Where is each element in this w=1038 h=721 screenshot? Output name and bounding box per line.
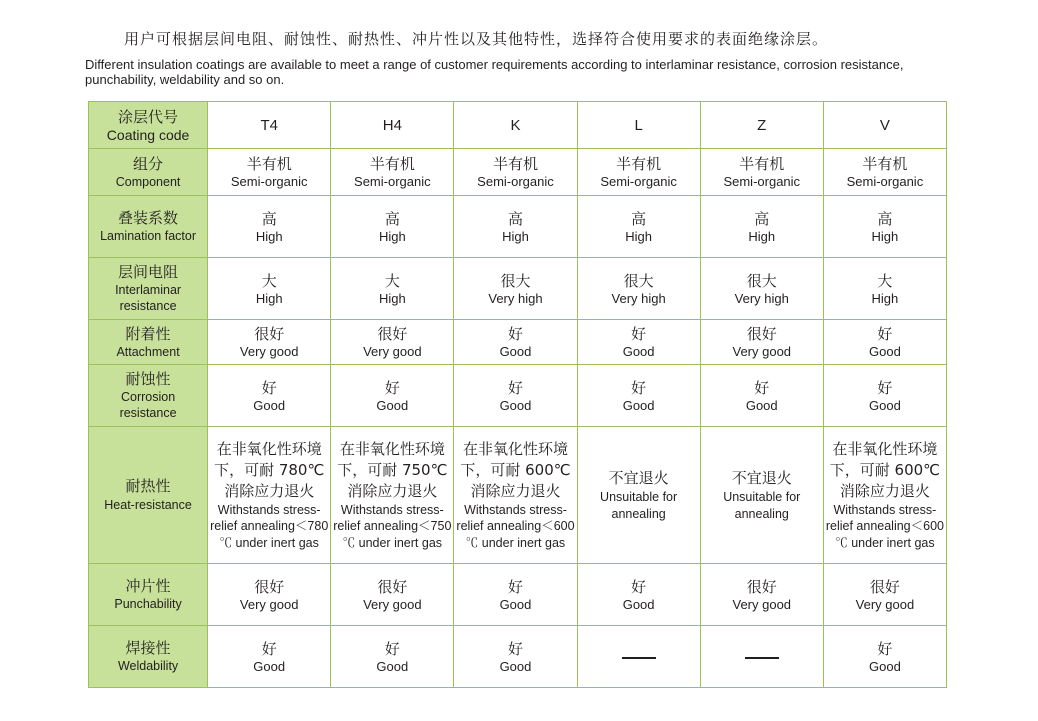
value-en: Unsuitable for annealing (600, 490, 678, 521)
value-zh: 很好 (869, 577, 900, 596)
value-cell (454, 258, 577, 320)
value-en: Good (499, 344, 532, 359)
coating-code: T4 (260, 116, 278, 134)
property-label-zh: 层间电阻 (118, 263, 179, 281)
value-zh: 大 (877, 271, 893, 290)
value-cell (700, 258, 823, 320)
value-zh: 好 (261, 639, 277, 658)
value-cell (577, 149, 700, 196)
value-en: Good (622, 344, 655, 359)
value-zh: 大 (384, 271, 400, 290)
value-cell (823, 196, 946, 258)
value-cell (577, 626, 700, 688)
property-label-zh: 叠装系数 (118, 209, 179, 227)
value-en: High (871, 228, 899, 244)
value-cell (454, 149, 577, 196)
value-en: Very good (239, 596, 299, 612)
value-en: Good (499, 658, 532, 674)
value-cell (823, 149, 946, 196)
intro-chinese: 用户可根据层间电阻、耐蚀性、耐热性、冲片性以及其他特性，选择符合使用要求的表面绝缘涂层。 (124, 30, 829, 48)
coating-code-cell (577, 102, 700, 149)
value-zh: 高 (261, 209, 277, 228)
value-zh: 高 (384, 209, 400, 228)
value-en: Semi-organic (230, 174, 308, 189)
value-zh: 很好 (254, 577, 285, 596)
value-zh: 半有机 (739, 155, 785, 173)
value-en: Good (622, 596, 655, 612)
value-en: Good (869, 397, 901, 413)
value-cell (823, 258, 946, 320)
value-en: Good (499, 596, 532, 612)
value-zh: 很好 (254, 325, 285, 343)
property-label-cell (89, 258, 208, 320)
value-cell (331, 258, 454, 320)
coating-code-cell (454, 102, 577, 149)
property-label-cell (89, 365, 208, 427)
value-zh: 半有机 (246, 155, 292, 173)
value-en: Good (376, 397, 409, 413)
value-zh: 在非氧化性环境下，可耐 600℃消除应力退火 (460, 439, 571, 500)
property-label-en: Punchability (114, 597, 182, 611)
value-zh: 不宜退火 (608, 469, 669, 487)
value-en: Good (253, 397, 286, 413)
value-zh: 很大 (623, 271, 654, 290)
value-en: Semi-organic (600, 174, 677, 189)
value-cell (208, 365, 331, 427)
value-cell (577, 427, 700, 564)
value-en: Very good (732, 596, 792, 612)
value-zh: 好 (384, 378, 400, 397)
value-en: Withstands stress-relief annealing＜600 ℃ under inert gas (456, 502, 575, 550)
property-label-cell (89, 196, 208, 258)
value-zh: 在非氧化性环境下，可耐 750℃消除应力退火 (337, 439, 448, 500)
property-label-en: Component (115, 174, 181, 189)
value-en: Good (376, 658, 409, 674)
property-label-en: Corrosion resistance (119, 390, 177, 420)
value-cell (331, 564, 454, 626)
value-zh: 好 (507, 577, 523, 596)
value-zh: 高 (877, 209, 893, 228)
not-applicable-dash (745, 657, 779, 659)
property-label-cell (89, 427, 208, 564)
header-label-zh: 涂层代号 (118, 107, 179, 126)
property-label-zh: 组分 (133, 154, 164, 173)
value-en: Very good (732, 344, 792, 359)
value-zh: 好 (507, 378, 523, 397)
value-zh: 好 (754, 378, 770, 397)
value-en: Semi-organic (846, 174, 924, 189)
value-cell (208, 149, 331, 196)
value-zh: 好 (261, 378, 277, 397)
value-zh: 在非氧化性环境下，可耐 600℃消除应力退火 (829, 439, 941, 500)
value-cell (208, 626, 331, 688)
value-en: Good (869, 658, 901, 674)
value-en: Very high (611, 290, 666, 306)
value-cell (454, 365, 577, 427)
value-en: High (748, 228, 776, 244)
coating-code-cell (208, 102, 331, 149)
value-zh: 半有机 (369, 155, 415, 173)
value-cell (331, 149, 454, 196)
value-en: Very good (855, 596, 915, 612)
table-row (89, 427, 947, 564)
value-en: Withstands stress-relief annealing＜600 ℃ under inert gas (825, 502, 944, 550)
value-zh: 好 (507, 325, 523, 343)
coating-code: K (510, 116, 521, 134)
table-row (89, 320, 947, 365)
value-en: High (871, 290, 899, 306)
header-row (89, 102, 947, 149)
value-cell (208, 196, 331, 258)
coating-code-cell (823, 102, 946, 149)
coating-code: Z (757, 116, 767, 134)
value-cell (454, 427, 577, 564)
value-zh: 好 (877, 325, 893, 343)
value-en: Withstands stress-relief annealing＜750 ℃ under inert gas (333, 502, 452, 550)
value-zh: 高 (631, 209, 647, 228)
value-zh: 很好 (746, 577, 777, 596)
value-en: Good (869, 344, 901, 359)
header-label-cell (89, 102, 208, 149)
value-en: Unsuitable for annealing (723, 490, 801, 521)
table-row (89, 149, 947, 196)
value-en: Very good (363, 344, 422, 359)
property-label-zh: 耐热性 (125, 477, 171, 496)
value-zh: 很大 (500, 271, 531, 290)
coating-code-cell (331, 102, 454, 149)
value-zh: 很好 (377, 325, 408, 343)
value-cell (700, 427, 823, 564)
table-row (89, 564, 947, 626)
value-zh: 大 (261, 271, 277, 290)
table-row (89, 365, 947, 427)
value-cell (331, 427, 454, 564)
coating-table (88, 101, 947, 688)
value-cell (331, 320, 454, 365)
value-en: High (378, 290, 406, 306)
table-row (89, 196, 947, 258)
table-row (89, 258, 947, 320)
value-cell (331, 626, 454, 688)
value-cell (823, 365, 946, 427)
value-cell (700, 196, 823, 258)
value-zh: 好 (384, 639, 400, 658)
value-en: Very high (734, 290, 789, 306)
value-en: High (255, 228, 283, 244)
value-cell (208, 258, 331, 320)
value-zh: 半有机 (862, 155, 908, 173)
header-label-en: Coating code (106, 126, 190, 143)
value-zh: 好 (631, 378, 647, 397)
value-cell (577, 320, 700, 365)
value-en: Good (253, 658, 286, 674)
property-label-zh: 冲片性 (125, 577, 171, 595)
coating-code-cell (700, 102, 823, 149)
value-cell (331, 196, 454, 258)
property-label-en: Interlaminar resistance (115, 283, 182, 313)
value-cell (700, 320, 823, 365)
value-cell (208, 564, 331, 626)
value-en: Semi-organic (477, 174, 554, 189)
property-label-en: Lamination factor (100, 229, 196, 243)
value-cell (823, 626, 946, 688)
value-cell (577, 365, 700, 427)
value-zh: 不宜退火 (731, 469, 792, 487)
value-cell (208, 320, 331, 365)
value-en: Semi-organic (723, 174, 801, 189)
value-cell (823, 320, 946, 365)
value-en: Very good (363, 596, 422, 612)
property-label-en: Weldability (117, 659, 179, 673)
value-en: Very good (239, 344, 299, 359)
property-label-zh: 附着性 (125, 324, 171, 343)
property-label-cell (89, 320, 208, 365)
value-en: Very high (488, 290, 543, 306)
not-applicable-dash (622, 657, 656, 659)
value-cell (454, 320, 577, 365)
value-zh: 好 (631, 325, 647, 343)
intro-english: Different insulation coatings are available to meet a range of customer requirements according to interlaminar resistance, corrosion resistance, punchability, weldability and so on. (85, 57, 904, 87)
value-cell (577, 196, 700, 258)
value-cell (577, 258, 700, 320)
table-row (89, 626, 947, 688)
property-label-cell (89, 564, 208, 626)
coating-code: V (879, 116, 890, 134)
value-cell (454, 626, 577, 688)
property-label-zh: 焊接性 (125, 639, 171, 657)
value-en: High (378, 228, 406, 244)
value-cell (700, 365, 823, 427)
value-en: Good (745, 397, 778, 413)
value-cell (700, 149, 823, 196)
property-label-en: Heat-resistance (104, 498, 192, 513)
value-cell (454, 564, 577, 626)
coating-code: H4 (382, 116, 402, 134)
value-en: Withstands stress-relief annealing＜780 ℃ under inert gas (210, 502, 329, 550)
property-label-cell (89, 626, 208, 688)
value-en: Good (622, 397, 655, 413)
value-zh: 好 (507, 639, 523, 658)
value-cell (208, 427, 331, 564)
property-label-cell (89, 149, 208, 196)
value-cell (331, 365, 454, 427)
value-zh: 半有机 (616, 155, 662, 173)
value-en: Good (499, 397, 532, 413)
value-en: High (255, 290, 283, 306)
value-zh: 很大 (746, 271, 777, 290)
value-en: High (625, 228, 652, 244)
value-cell (454, 196, 577, 258)
value-zh: 高 (754, 209, 770, 228)
value-cell (577, 564, 700, 626)
value-cell (700, 626, 823, 688)
value-zh: 在非氧化性环境下，可耐 780℃消除应力退火 (214, 439, 325, 500)
property-label-zh: 耐蚀性 (125, 370, 171, 388)
value-zh: 好 (877, 639, 893, 658)
value-cell (823, 564, 946, 626)
value-cell (823, 427, 946, 564)
value-cell (700, 564, 823, 626)
coating-code: L (634, 116, 643, 134)
value-en: Semi-organic (354, 174, 431, 189)
value-zh: 高 (507, 209, 523, 228)
property-label-en: Attachment (116, 344, 180, 359)
value-zh: 好 (631, 577, 647, 596)
value-zh: 很好 (746, 325, 777, 343)
value-zh: 好 (877, 378, 893, 397)
value-zh: 很好 (377, 577, 408, 596)
value-zh: 半有机 (492, 155, 538, 173)
value-en: High (502, 228, 529, 244)
